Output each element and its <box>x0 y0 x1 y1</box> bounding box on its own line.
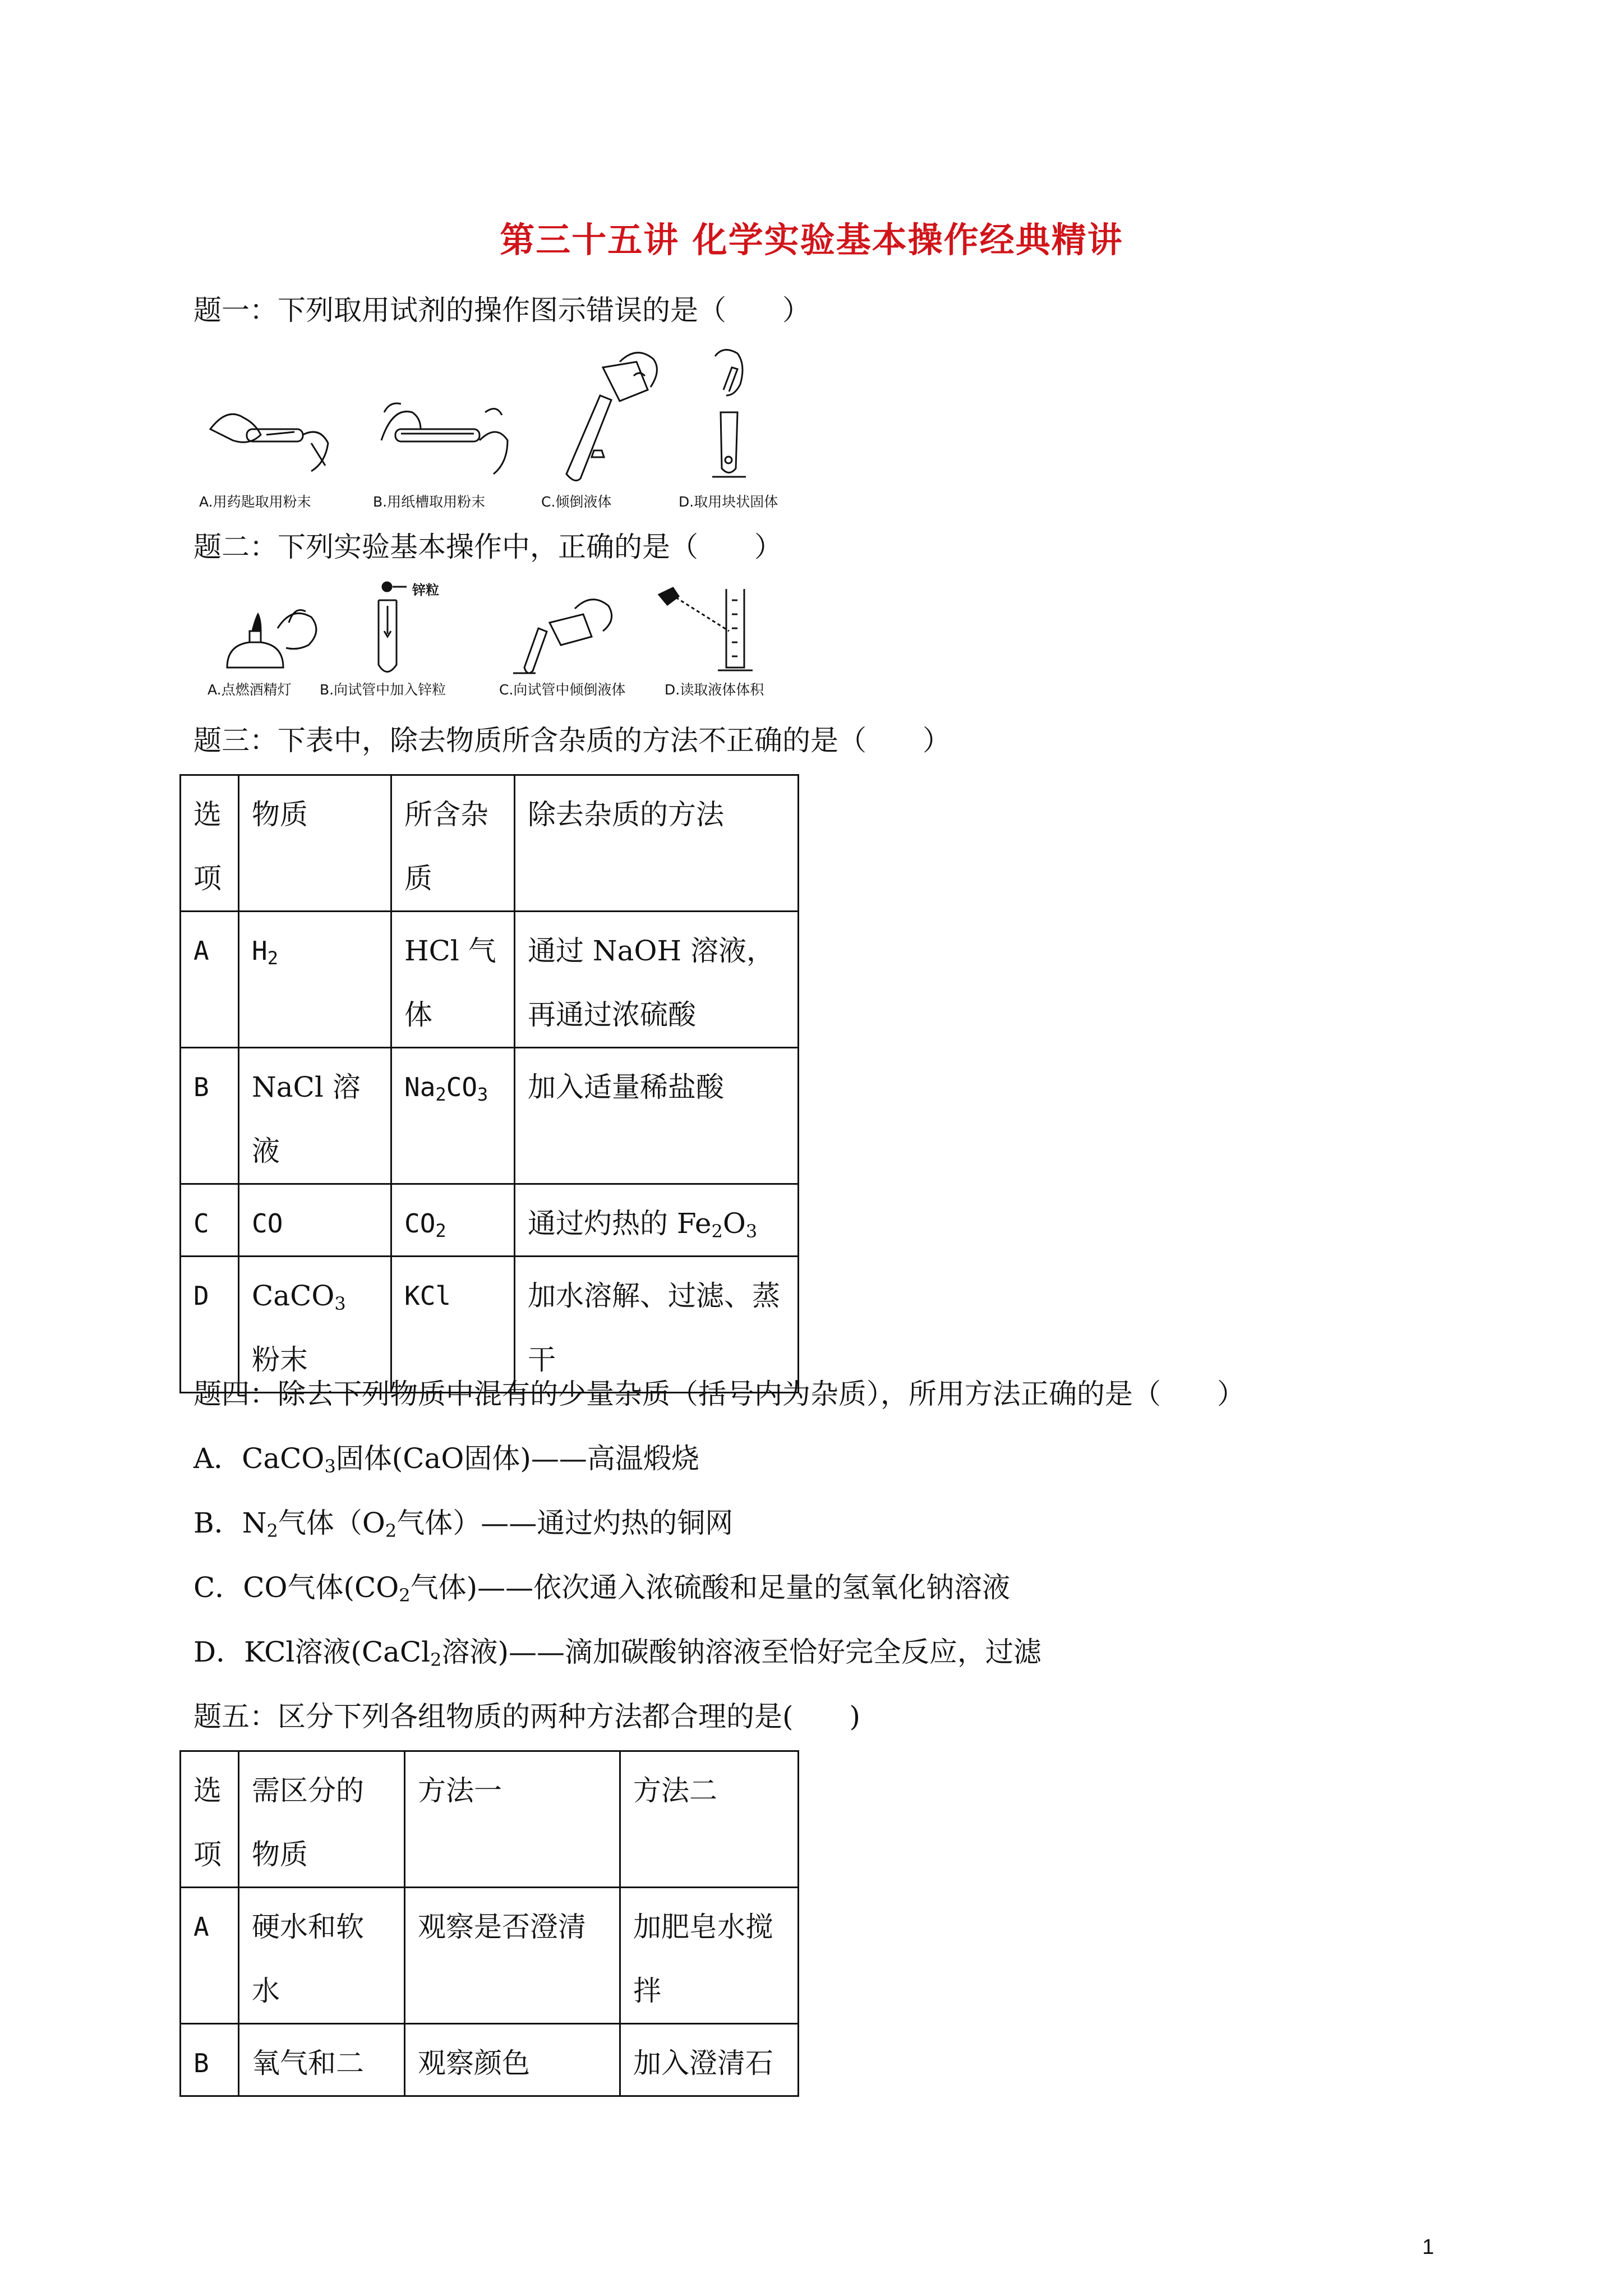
table-row <box>181 1048 799 1184</box>
table-cell: $Na_2CO_3$ <box>391 1048 515 1184</box>
table-cell: 所含杂质 <box>391 775 515 912</box>
figure-caption: A.点燃酒精灯 <box>208 682 292 698</box>
table-cell: $CO_2$ <box>391 1184 515 1257</box>
table-cell: 通过 NaOH 溶液，再通过浓硫酸 <box>515 912 799 1048</box>
table-cell: 通过灼热的 $Fe_2O_3$ <box>515 1184 799 1257</box>
figure-caption: D.取用块状固体 <box>679 494 778 510</box>
figure-light-lamp <box>216 583 328 679</box>
table-row <box>181 1888 799 2024</box>
figure-caption: B.用纸槽取用粉末 <box>373 494 486 510</box>
table-cell: 除去杂质的方法 <box>515 775 799 912</box>
table-cell: 选项 <box>181 1751 239 1888</box>
figure-pour-liquid <box>536 345 670 485</box>
table-cell: B <box>181 2024 239 2096</box>
table-cell: 观察是否澄清 <box>405 1888 620 2024</box>
question-4-option-a: A．CaCO$_3$固体(CaO固体)——高温煅烧 <box>193 1442 699 1477</box>
table-cell: $H_2$ <box>239 912 391 1048</box>
table-cell: A <box>181 912 239 1048</box>
table-header-row <box>181 775 799 912</box>
figure-caption: B.向试管中加入锌粒 <box>320 682 446 698</box>
question-3-table <box>179 774 799 1393</box>
figure-spoon-powder <box>199 345 339 485</box>
zinc-label: 锌粒 <box>412 582 439 598</box>
table-cell: B <box>181 1048 239 1184</box>
table-cell: 加水溶解、过滤、蒸干 <box>515 1257 799 1393</box>
page-number: 1 <box>1422 2235 1435 2259</box>
table-cell: 观察颜色 <box>405 2024 620 2096</box>
table-cell: NaCl 溶液 <box>239 1048 391 1184</box>
table-cell: 方法一 <box>405 1751 620 1888</box>
table-cell: 加肥皂水搅拌 <box>620 1888 799 2024</box>
table-cell: 选项 <box>181 775 239 912</box>
figure-pour-tube <box>502 583 625 679</box>
table-header-row <box>181 1751 799 1888</box>
question-4-option-c: C．CO气体($CO_2$气体)——依次通入浓硫酸和足量的氢氧化钠溶液 <box>193 1571 1011 1606</box>
table-cell: D <box>181 1257 239 1393</box>
table-cell: C <box>181 1184 239 1257</box>
table-cell: HCl 气体 <box>391 912 515 1048</box>
table-row <box>181 1257 799 1393</box>
page-title: 第三十五讲 化学实验基本操作经典精讲 <box>500 219 1123 260</box>
table-row <box>181 2024 799 2096</box>
figure-caption: C.倾倒液体 <box>541 494 612 510</box>
table-cell: 物质 <box>239 775 391 912</box>
question-3-text: 题三：下表中，除去物质所含杂质的方法不正确的是（ ） <box>193 724 951 757</box>
figure-block-solid <box>670 345 794 485</box>
figure-paper-trough <box>373 345 513 485</box>
table-cell: 方法二 <box>620 1751 799 1888</box>
question-4-option-b: B．$N_2$气体（$O_2$气体）——通过灼热的铜网 <box>193 1507 734 1542</box>
table-cell: A <box>181 1888 239 2024</box>
question-4-text: 题四：除去下列物质中混有的少量杂质（括号内为杂质），所用方法正确的是（ ） <box>193 1378 1245 1410</box>
table-cell: CO <box>239 1184 391 1257</box>
question-1-text: 题一：下列取用试剂的操作图示错误的是（ ） <box>193 294 810 326</box>
question-2-text: 题二：下列实验基本操作中，正确的是（ ） <box>193 531 782 563</box>
figure-zinc-tube <box>356 583 457 679</box>
table-cell: 氧气和二 <box>239 2024 405 2096</box>
question-5-table <box>179 1750 799 2097</box>
table-cell: 硬水和软水 <box>239 1888 405 2024</box>
table-cell: KCl <box>391 1257 515 1393</box>
table-row <box>181 912 799 1048</box>
figure-caption: A.用药匙取用粉末 <box>199 494 311 510</box>
table-row <box>181 1184 799 1257</box>
table-cell: 需区分的物质 <box>239 1751 405 1888</box>
figure-caption: C.向试管中倾倒液体 <box>499 682 626 698</box>
question-5-text: 题五：区分下列各组物质的两种方法都合理的是( ) <box>193 1700 861 1733</box>
figure-read-cylinder <box>653 583 777 679</box>
table-cell: 加入澄清石 <box>620 2024 799 2096</box>
table-cell: 加入适量稀盐酸 <box>515 1048 799 1184</box>
question-4-option-d: D．KCl溶液(CaCl$_2$溶液)——滴加碳酸钠溶液至恰好完全反应，过滤 <box>193 1636 1042 1671</box>
table-cell: CaCO$_3$ 粉末 <box>239 1257 391 1393</box>
figure-caption: D.读取液体体积 <box>665 682 764 698</box>
